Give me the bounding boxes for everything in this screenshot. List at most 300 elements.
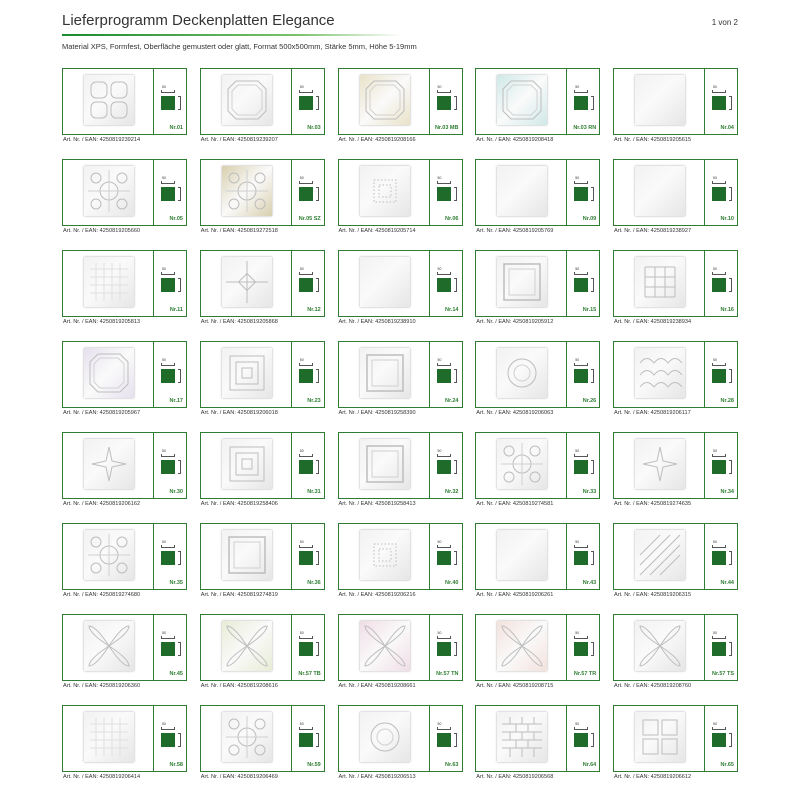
dimension-label: 50 <box>575 176 580 180</box>
product-card-nr-05[interactable] <box>62 159 187 237</box>
product-ean: Art. Nr. / EAN: 4250819205769 <box>476 228 554 234</box>
dimension-width-icon <box>437 545 451 548</box>
tile-photo-area <box>614 342 705 407</box>
spec-panel <box>430 524 462 589</box>
spec-panel <box>567 615 599 680</box>
product-frame <box>338 432 463 499</box>
product-card-nr-09[interactable] <box>475 159 600 237</box>
product-card-nr-43[interactable] <box>475 523 600 601</box>
product-number: Nr.64 <box>582 762 597 768</box>
tile-pattern-dots <box>360 166 410 216</box>
product-number: Nr.04 <box>720 125 734 131</box>
tile-pattern-circle <box>360 712 410 762</box>
tile-pattern-octagon <box>360 75 410 125</box>
product-number: Nr.45 <box>169 671 183 677</box>
product-number: Nr.06 <box>445 216 459 222</box>
green-square-icon <box>437 642 451 656</box>
green-square-icon <box>161 733 175 747</box>
tile-photo-area <box>339 615 430 680</box>
product-ean: Art. Nr. / EAN: 4250819258390 <box>338 410 416 416</box>
dimension-width-icon <box>299 636 313 639</box>
spec-panel <box>154 251 186 316</box>
green-square-icon <box>299 278 313 292</box>
dimension-height-icon <box>454 642 457 656</box>
product-ean: Art. Nr. / EAN: 4250819274581 <box>476 501 554 507</box>
spec-panel <box>567 69 599 134</box>
product-number: Nr.15 <box>582 307 597 313</box>
dimension-width-icon <box>574 454 588 457</box>
tile-image <box>360 712 410 762</box>
dimension-height-icon <box>729 278 732 292</box>
product-frame <box>62 432 187 499</box>
product-number: Nr.12 <box>307 307 321 313</box>
dimension-height-icon <box>316 96 319 110</box>
product-ean: Art. Nr. / EAN: 4250819272518 <box>200 228 278 234</box>
product-ean: Art. Nr. / EAN: 4250819208418 <box>476 137 554 143</box>
spec-panel <box>292 615 324 680</box>
dimension-label: 50 <box>437 631 442 635</box>
dimension-width-icon <box>437 727 451 730</box>
tile-pattern-dots <box>360 530 410 580</box>
product-card-nr-31[interactable] <box>200 432 325 510</box>
dimension-height-icon <box>454 96 457 110</box>
product-card-nr-10[interactable] <box>613 159 738 237</box>
dimension-width-icon <box>299 181 313 184</box>
dimension-label: 50 <box>162 176 166 180</box>
green-square-icon <box>299 551 313 565</box>
product-ean: Art. Nr. / EAN: 4250819258406 <box>200 501 278 507</box>
product-frame <box>62 705 187 772</box>
product-card-nr-64[interactable] <box>475 705 600 783</box>
dimension-height-icon <box>454 733 457 747</box>
product-card-nr-57-ts[interactable] <box>613 614 738 692</box>
green-square-icon <box>161 278 175 292</box>
product-number: Nr.33 <box>582 489 597 495</box>
product-ean: Art. Nr. / EAN: 4250819208715 <box>476 683 554 689</box>
product-card-nr-57-tb[interactable] <box>200 614 325 692</box>
spec-panel <box>154 615 186 680</box>
product-card-nr-14[interactable] <box>338 250 463 328</box>
product-frame <box>475 614 600 681</box>
dimension-width-icon <box>299 363 313 366</box>
product-card-nr-40[interactable] <box>338 523 463 601</box>
product-frame <box>62 159 187 226</box>
dimension-width-icon <box>574 545 588 548</box>
dimension-height-icon <box>316 369 319 383</box>
tile-image <box>360 257 410 307</box>
tile-pattern-rounded-squares <box>84 75 134 125</box>
tile-photo-area <box>63 524 154 589</box>
dimension-width-icon <box>161 272 175 275</box>
product-number: Nr.10 <box>720 216 734 222</box>
product-card-nr-05-sz[interactable] <box>200 159 325 237</box>
dimension-width-icon <box>712 272 726 275</box>
dimension-height-icon <box>316 642 319 656</box>
product-card-nr-15[interactable] <box>475 250 600 328</box>
spec-panel <box>154 524 186 589</box>
tile-image <box>635 166 685 216</box>
tile-image <box>222 530 272 580</box>
product-number: Nr.01 <box>169 125 183 131</box>
tile-image <box>635 530 685 580</box>
dimension-label: 50 <box>575 449 580 453</box>
tile-pattern-bricks <box>497 712 547 762</box>
tile-pattern-plain <box>635 75 685 125</box>
dimension-label: 50 <box>575 85 580 89</box>
tile-pattern-panels <box>635 712 685 762</box>
spec-panel <box>567 251 599 316</box>
product-ean: Art. Nr. / EAN: 4250819208760 <box>614 683 692 689</box>
spec-panel <box>705 615 737 680</box>
dimension-label: 50 <box>575 267 580 271</box>
tile-image <box>497 621 547 671</box>
dimension-label: 50 <box>162 540 166 544</box>
product-frame <box>200 523 325 590</box>
dimension-label: 50 <box>713 85 717 89</box>
tile-photo-area <box>201 160 292 225</box>
product-card-nr-30[interactable] <box>62 432 187 510</box>
tile-image <box>360 166 410 216</box>
spec-panel <box>567 524 599 589</box>
dimension-width-icon <box>161 454 175 457</box>
product-ean: Art. Nr. / EAN: 4250819206117 <box>614 410 691 416</box>
product-number: Nr.03 <box>307 125 321 131</box>
tile-pattern-plain <box>497 530 547 580</box>
product-number: Nr.03 RN <box>573 125 597 131</box>
green-square-icon <box>161 551 175 565</box>
spec-panel <box>292 524 324 589</box>
product-frame <box>613 68 738 135</box>
tile-image <box>360 75 410 125</box>
green-square-icon <box>574 369 588 383</box>
spec-panel <box>705 706 737 771</box>
product-card-nr-33[interactable] <box>475 432 600 510</box>
product-grid <box>62 68 738 783</box>
spec-panel <box>705 251 737 316</box>
product-number: Nr.40 <box>445 580 459 586</box>
tile-photo-area <box>63 251 154 316</box>
product-card-nr-59[interactable] <box>200 705 325 783</box>
tile-pattern-ornate <box>222 166 272 216</box>
product-number: Nr.65 <box>720 762 734 768</box>
tile-photo-area <box>614 69 705 134</box>
dimension-label: 50 <box>713 176 717 180</box>
product-number: Nr.03 MB <box>434 125 459 131</box>
product-card-nr-06[interactable] <box>338 159 463 237</box>
product-number: Nr.43 <box>582 580 597 586</box>
tile-photo-area <box>201 342 292 407</box>
product-number: Nr.36 <box>307 580 321 586</box>
dimension-height-icon <box>454 551 457 565</box>
spec-panel <box>154 706 186 771</box>
dimension-height-icon <box>178 187 181 201</box>
product-ean: Art. Nr. / EAN: 4250819239207 <box>200 137 278 143</box>
tile-photo-area <box>614 160 705 225</box>
product-card-nr-03-mb[interactable] <box>338 68 463 146</box>
dimension-width-icon <box>574 363 588 366</box>
green-square-icon <box>712 642 726 656</box>
tile-image <box>84 712 134 762</box>
dimension-label: 50 <box>299 449 304 453</box>
dimension-height-icon <box>591 278 594 292</box>
product-ean: Art. Nr. / EAN: 4250819274819 <box>200 592 278 598</box>
product-ean: Art. Nr. / EAN: 4250819206414 <box>63 774 141 780</box>
green-square-icon <box>437 460 451 474</box>
tile-photo-area <box>476 524 567 589</box>
dimension-label: 50 <box>713 722 717 726</box>
product-number: Nr.17 <box>169 398 183 404</box>
page-number: 1 von 2 <box>711 18 738 27</box>
green-square-icon <box>712 96 726 110</box>
tile-photo-area <box>339 342 430 407</box>
dimension-width-icon <box>574 727 588 730</box>
product-card-nr-45[interactable] <box>62 614 187 692</box>
tile-image <box>84 621 134 671</box>
product-card-nr-03[interactable] <box>200 68 325 146</box>
dimension-height-icon <box>178 369 181 383</box>
product-frame <box>475 250 600 317</box>
tile-image <box>222 75 272 125</box>
product-number: Nr.31 <box>307 489 321 495</box>
product-frame <box>62 341 187 408</box>
product-card-nr-16[interactable] <box>613 250 738 328</box>
product-card-nr-04[interactable] <box>613 68 738 146</box>
product-ean: Art. Nr. / EAN: 4250819208661 <box>338 683 416 689</box>
tile-pattern-frame <box>360 348 410 398</box>
product-card-nr-17[interactable] <box>62 341 187 419</box>
spec-panel <box>430 706 462 771</box>
product-card-nr-24[interactable] <box>338 341 463 419</box>
dimension-height-icon <box>729 642 732 656</box>
green-square-icon <box>161 369 175 383</box>
product-ean: Art. Nr. / EAN: 4250819258413 <box>338 501 416 507</box>
product-frame <box>200 341 325 408</box>
product-card-nr-03-rn[interactable] <box>475 68 600 146</box>
product-number: Nr.23 <box>307 398 321 404</box>
tile-pattern-star <box>635 439 685 489</box>
tile-photo-area <box>476 342 567 407</box>
product-frame <box>338 68 463 135</box>
spec-panel <box>705 160 737 225</box>
tile-image <box>222 166 272 216</box>
tile-pattern-texture <box>84 257 134 307</box>
tile-pattern-texture <box>84 712 134 762</box>
product-ean: Art. Nr. / EAN: 4250819206018 <box>200 410 278 416</box>
product-frame <box>613 159 738 226</box>
spec-panel <box>292 69 324 134</box>
product-card-nr-12[interactable] <box>200 250 325 328</box>
product-number: Nr.44 <box>720 580 734 586</box>
product-card-nr-58[interactable] <box>62 705 187 783</box>
tile-pattern-octagon <box>497 75 547 125</box>
dimension-width-icon <box>712 363 726 366</box>
dimension-width-icon <box>161 90 175 93</box>
dimension-width-icon <box>712 636 726 639</box>
dimension-height-icon <box>729 369 732 383</box>
dimension-height-icon <box>454 187 457 201</box>
dimension-height-icon <box>591 369 594 383</box>
dimension-width-icon <box>712 454 726 457</box>
tile-image <box>222 348 272 398</box>
tile-photo-area <box>476 433 567 498</box>
tile-photo-area <box>63 342 154 407</box>
product-card-nr-01[interactable] <box>62 68 187 146</box>
spec-panel <box>292 251 324 316</box>
green-square-icon <box>437 96 451 110</box>
dimension-label: 50 <box>437 358 442 362</box>
tile-image <box>497 75 547 125</box>
tile-image <box>635 621 685 671</box>
tile-photo-area <box>339 706 430 771</box>
tile-photo-area <box>614 706 705 771</box>
tile-pattern-cross <box>222 257 272 307</box>
dimension-label: 50 <box>437 540 442 544</box>
product-ean: Art. Nr. / EAN: 4250819238927 <box>614 228 692 234</box>
tile-photo-area <box>201 69 292 134</box>
product-number: Nr.14 <box>445 307 459 313</box>
product-ean: Art. Nr. / EAN: 4250819206568 <box>476 774 554 780</box>
product-ean: Art. Nr. / EAN: 4250819205660 <box>63 228 141 234</box>
product-card-nr-65[interactable] <box>613 705 738 783</box>
product-number: Nr.30 <box>169 489 183 495</box>
dimension-label: 50 <box>162 267 166 271</box>
spec-panel <box>430 433 462 498</box>
tile-pattern-grid <box>635 257 685 307</box>
tile-image <box>497 530 547 580</box>
tile-pattern-plain <box>497 166 547 216</box>
dimension-height-icon <box>178 96 181 110</box>
tile-photo-area <box>63 160 154 225</box>
tile-photo-area <box>339 433 430 498</box>
product-ean: Art. Nr. / EAN: 4250819206612 <box>614 774 692 780</box>
tile-photo-area <box>476 251 567 316</box>
product-number: Nr.34 <box>720 489 734 495</box>
tile-pattern-frame <box>222 530 272 580</box>
spec-panel <box>705 342 737 407</box>
product-card-nr-26[interactable] <box>475 341 600 419</box>
green-square-icon <box>574 96 588 110</box>
dimension-width-icon <box>712 90 726 93</box>
product-card-nr-44[interactable] <box>613 523 738 601</box>
dimension-height-icon <box>591 187 594 201</box>
tile-image <box>360 439 410 489</box>
product-frame <box>62 614 187 681</box>
green-square-icon <box>574 460 588 474</box>
green-square-icon <box>299 733 313 747</box>
product-frame <box>338 705 463 772</box>
product-frame <box>613 432 738 499</box>
tile-photo-area <box>201 615 292 680</box>
product-card-nr-11[interactable] <box>62 250 187 328</box>
product-frame <box>62 68 187 135</box>
product-ean: Art. Nr. / EAN: 4250819205868 <box>200 319 278 325</box>
product-card-nr-57-tn[interactable] <box>338 614 463 692</box>
spec-panel <box>292 706 324 771</box>
dimension-label: 50 <box>713 449 717 453</box>
product-frame <box>613 250 738 317</box>
product-frame <box>200 614 325 681</box>
dimension-height-icon <box>729 460 732 474</box>
dimension-label: 50 <box>575 540 580 544</box>
tile-photo-area <box>201 433 292 498</box>
spec-panel <box>430 342 462 407</box>
product-ean: Art. Nr. / EAN: 4250819206162 <box>63 501 141 507</box>
dimension-width-icon <box>299 454 313 457</box>
dimension-label: 50 <box>437 449 442 453</box>
tile-image <box>635 439 685 489</box>
product-card-nr-23[interactable] <box>200 341 325 419</box>
spec-panel <box>430 615 462 680</box>
dimension-height-icon <box>729 96 732 110</box>
spec-panel <box>567 706 599 771</box>
tile-photo-area <box>614 251 705 316</box>
product-card-nr-32[interactable] <box>338 432 463 510</box>
tile-image <box>84 530 134 580</box>
green-square-icon <box>161 460 175 474</box>
dimension-label: 50 <box>299 722 304 726</box>
tile-pattern-concentric <box>222 348 272 398</box>
product-ean: Art. Nr. / EAN: 4250819206063 <box>476 410 554 416</box>
page-title: Lieferprogramm Deckenplatten Elegance <box>62 12 335 29</box>
tile-pattern-diagonal <box>635 530 685 580</box>
dimension-label: 50 <box>162 85 166 89</box>
product-ean: Art. Nr. / EAN: 4250819205714 <box>338 228 416 234</box>
dimension-label: 50 <box>575 358 580 362</box>
green-square-icon <box>574 187 588 201</box>
spec-panel <box>154 342 186 407</box>
dimension-height-icon <box>178 278 181 292</box>
tile-photo-area <box>339 251 430 316</box>
product-number: Nr.09 <box>582 216 597 222</box>
product-frame <box>200 432 325 499</box>
dimension-height-icon <box>591 733 594 747</box>
tile-image <box>222 439 272 489</box>
dimension-height-icon <box>178 460 181 474</box>
product-card-nr-63[interactable] <box>338 705 463 783</box>
green-square-icon <box>712 551 726 565</box>
dimension-label: 50 <box>162 358 166 362</box>
spec-panel <box>430 69 462 134</box>
tile-photo-area <box>339 69 430 134</box>
product-card-nr-35[interactable] <box>62 523 187 601</box>
product-ean: Art. Nr. / EAN: 4250819205615 <box>614 137 692 143</box>
dimension-height-icon <box>316 460 319 474</box>
dimension-label: 50 <box>299 540 304 544</box>
product-card-nr-28[interactable] <box>613 341 738 419</box>
tile-image <box>635 712 685 762</box>
dimension-label: 50 <box>437 267 442 271</box>
spec-panel <box>567 342 599 407</box>
dimension-width-icon <box>574 636 588 639</box>
spec-panel <box>705 69 737 134</box>
dimension-label: 50 <box>713 267 717 271</box>
tile-pattern-petals <box>222 621 272 671</box>
tile-pattern-plain <box>360 257 410 307</box>
spec-panel <box>292 433 324 498</box>
tile-pattern-ornate <box>222 712 272 762</box>
spec-panel <box>567 433 599 498</box>
product-card-nr-36[interactable] <box>200 523 325 601</box>
tile-photo-area <box>201 706 292 771</box>
product-frame <box>475 68 600 135</box>
dimension-label: 50 <box>437 85 442 89</box>
dimension-height-icon <box>729 187 732 201</box>
green-square-icon <box>574 278 588 292</box>
product-number: Nr.24 <box>445 398 459 404</box>
product-card-nr-34[interactable] <box>613 432 738 510</box>
product-card-nr-57-tr[interactable] <box>475 614 600 692</box>
dimension-height-icon <box>178 551 181 565</box>
